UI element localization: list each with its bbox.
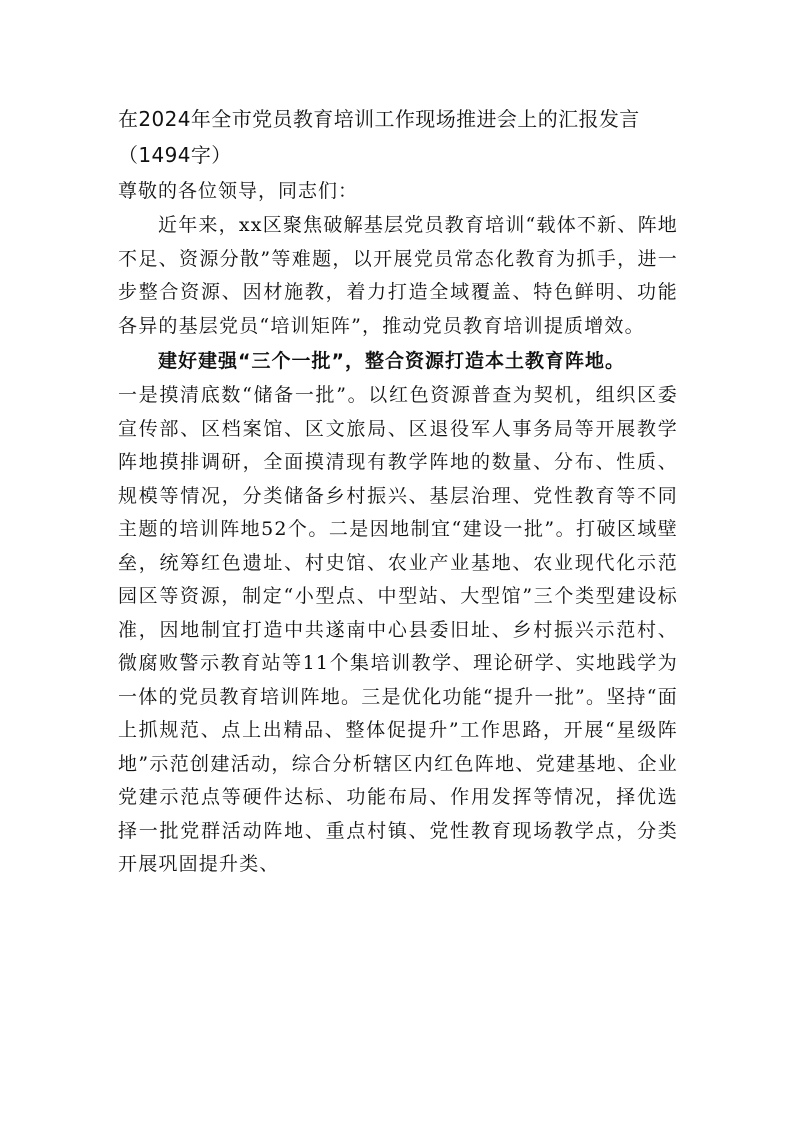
salutation: 尊敬的各位领导，同志们： (118, 180, 359, 202)
section-body-paragraph: 一是摸清底数“储备一批”。以红色资源普查为契机，组织区委宣传部、区档案馆、区文旅局、区退役军人事务局等开展教学阵地摸排调研，全面摸清现有教学阵地的数量、分布、性质、规模等情况，分类储备乡村振兴、基层治理、党性教育等不同主题的培训阵地52个。二是因地制宜“建设一批”。打破区域壁垒，统筹红色遗址、村史馆、农业产业基地、农业现代化示范园区等资源，制定“小型点、中型站、大型馆”三个类型建设标准，因地制宜打造中共遂南中心县委旧址、乡村振兴示范村、微腐败警示教育站等11个集培训教学、理论研学、实地践学为一体的党员教育培训阵地。三是优化功能“提升一批”。坚持“面上抓规范、点上出精品、整体促提升”工作思路，开展“星级阵地”示范创建活动，综合分析辖区内红色阵地、党建基地、企业党建示范点等硬件达标、功能布局、作用发挥等情况，择优选择一批党群活动阵地、重点村镇、党性教育现场教学点，分类开展巩固提升类、 (118, 384, 678, 875)
section-heading: 建好建强“三个一批”，整合资源打造本土教育阵地。 (158, 350, 625, 372)
document-title: 在2024年全市党员教育培训工作现场推进会上的汇报发言（1494字） (118, 107, 640, 167)
intro-paragraph: 近年来，xx区聚焦破解基层党员教育培训“载体不新、阵地不足、资源分散”等难题，以开展党员常态化教育为抓手，进一步整合资源、因材施教，着力打造全域覆盖、特色鲜明、功能各异的基层党员“培训矩阵”，推动党员教育培训提质增效。 (118, 214, 678, 337)
document-page (118, 101, 678, 882)
